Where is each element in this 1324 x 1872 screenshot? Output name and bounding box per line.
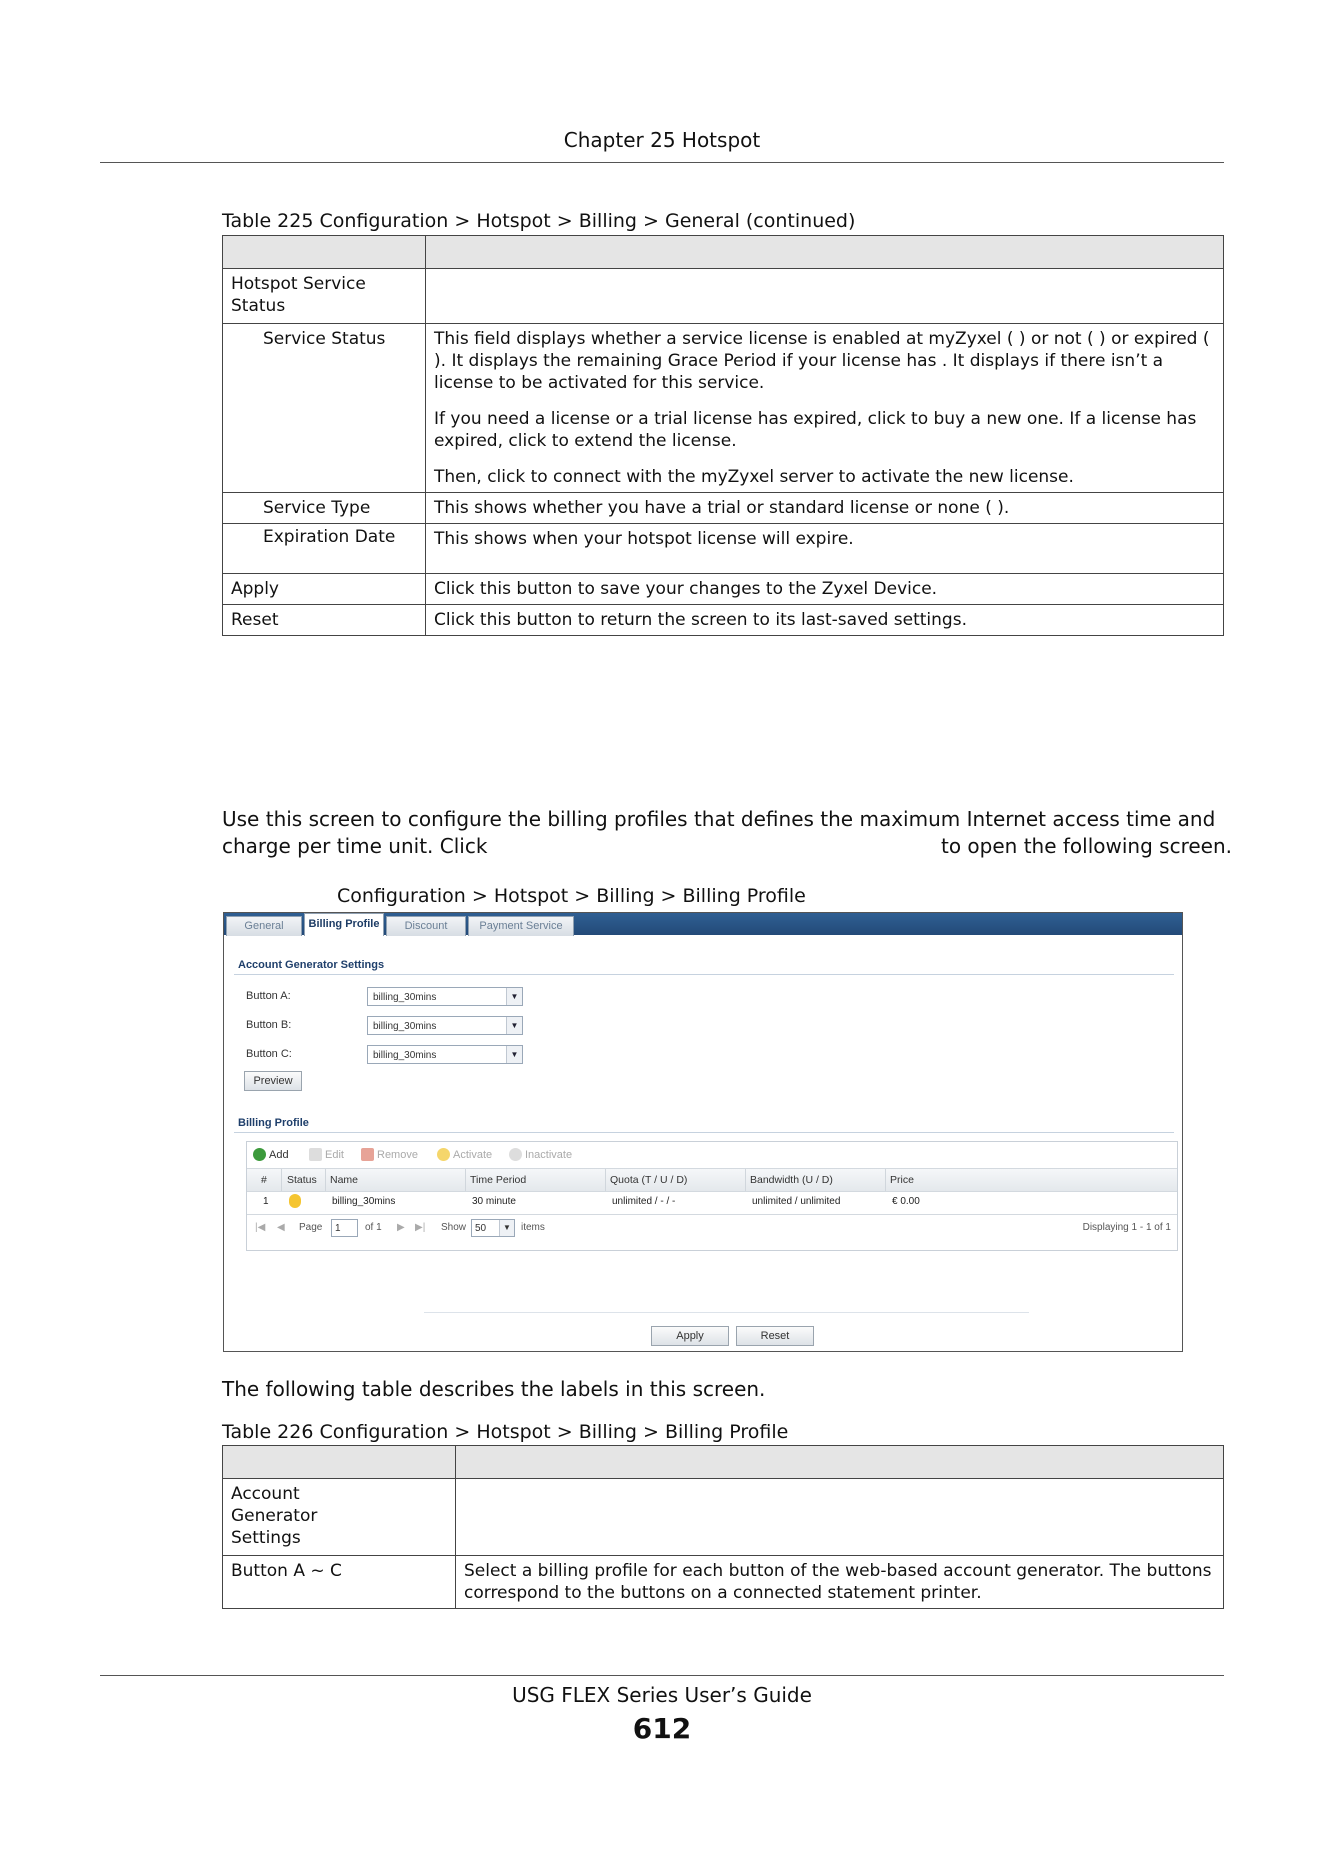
page-size-select[interactable]	[471, 1219, 515, 1237]
table-row	[223, 1479, 1224, 1556]
table-row	[223, 524, 1224, 574]
section-title-account-generator: Account Generator Settings	[238, 959, 385, 971]
row-time-period: 30 minute	[472, 1196, 516, 1207]
preview-button[interactable]: Preview	[244, 1071, 302, 1091]
tab-payment-service[interactable]: Payment Service	[468, 916, 574, 936]
tool-label: Remove	[377, 1149, 418, 1161]
tab-billing-profile[interactable]: Billing Profile	[304, 913, 384, 936]
select-value: 50	[475, 1223, 487, 1234]
desc-paragraph: If you need a license or a trial license has expired, click to buy a new one. If a license has expired, click to extend the license.	[434, 409, 1197, 451]
col-separator	[745, 1169, 746, 1191]
row-desc: This shows when your hotspot license will expire.	[426, 524, 1224, 574]
row-label: Reset	[223, 605, 426, 636]
field-label: Button A:	[246, 990, 291, 1002]
desc-paragraph: This field displays whether a service license is enabled at myZyxel ( ) or not ( ) or expired ( ). It displays the remaining Grace Period if your license has . It displays if there isn’t a license to be activated for this service.	[434, 329, 1210, 393]
col-header: Status	[287, 1174, 317, 1186]
grid-header	[247, 1168, 1177, 1192]
table-row	[223, 574, 1224, 605]
row-price: € 0.00	[892, 1196, 920, 1207]
table-row	[223, 1556, 1224, 1609]
table-header-row	[223, 236, 1224, 269]
figure-caption: Configuration > Hotspot > Billing > Billing Profile	[337, 885, 806, 907]
table-row	[223, 605, 1224, 636]
tab-bar	[224, 913, 1182, 935]
chapter-header: Chapter 25 Hotspot	[563, 128, 761, 152]
row-desc: Click this button to return the screen to its last-saved settings.	[426, 605, 1224, 636]
prev-page-icon[interactable]: ◀	[277, 1222, 285, 1233]
row-label: Service Status	[223, 324, 426, 493]
table-row[interactable]	[247, 1191, 1177, 1213]
select-value: billing_30mins	[373, 1021, 437, 1032]
row-desc	[426, 269, 1224, 324]
tool-label: Add	[269, 1149, 289, 1161]
row-desc: Click this button to save your changes to the Zyxel Device.	[426, 574, 1224, 605]
inactivate-button[interactable]	[509, 1148, 572, 1161]
row-name: billing_30mins	[332, 1196, 396, 1207]
col-separator	[281, 1169, 282, 1191]
billing-profile-grid	[246, 1141, 1178, 1251]
select-value: billing_30mins	[373, 992, 437, 1003]
section-title-billing-profile: Billing Profile	[238, 1117, 309, 1129]
col-separator	[885, 1169, 886, 1191]
col-header: Price	[890, 1174, 914, 1186]
intro-line-end: to open the following screen.	[941, 834, 1232, 858]
row-desc: This shows whether you have a trial or standard license or none ( ).	[426, 493, 1224, 524]
row-number: 1	[263, 1196, 269, 1207]
items-label: items	[521, 1222, 545, 1233]
trash-icon	[361, 1148, 374, 1161]
grid-pager	[247, 1214, 1177, 1241]
row-label: Service Type	[223, 493, 426, 524]
select-value: billing_30mins	[373, 1050, 437, 1061]
button-b-select[interactable]	[367, 1016, 523, 1035]
show-label: Show	[441, 1222, 467, 1233]
section-divider	[234, 974, 1174, 975]
status-lightbulb-icon	[289, 1194, 304, 1208]
chevron-down-icon: ▼	[506, 1046, 522, 1063]
section-divider	[234, 1132, 1174, 1133]
table225-caption: Table 225 Configuration > Hotspot > Billing > General (continued)	[222, 210, 856, 232]
row-quota: unlimited / - / -	[612, 1196, 676, 1207]
next-page-icon[interactable]: ▶	[397, 1222, 405, 1233]
add-icon	[253, 1148, 266, 1161]
row-label: Button A ~ C	[223, 1556, 456, 1609]
following-text: The following table describes the labels in this screen.	[222, 1377, 766, 1401]
col-separator	[465, 1169, 466, 1191]
row-desc	[456, 1479, 1224, 1556]
table226-caption: Table 226 Configuration > Hotspot > Billing > Billing Profile	[222, 1421, 789, 1443]
row-label: Hotspot Service Status	[223, 269, 426, 324]
row-label: Account Generator Settings	[223, 1479, 456, 1556]
chevron-down-icon: ▼	[506, 988, 522, 1005]
table226	[222, 1445, 1224, 1609]
edit-icon	[309, 1148, 322, 1161]
tool-label: Inactivate	[525, 1149, 573, 1161]
row-label: Expiration Date	[223, 524, 426, 574]
row-bandwidth: unlimited / unlimited	[752, 1196, 841, 1207]
button-a-select[interactable]	[367, 987, 523, 1006]
row-desc	[426, 324, 1224, 493]
tab-general[interactable]: General	[226, 916, 302, 936]
footer-rule	[100, 1675, 1224, 1676]
col-header: Name	[330, 1174, 359, 1186]
lightbulb-icon	[437, 1148, 450, 1161]
intro-line	[222, 833, 1232, 860]
table-row	[223, 324, 1224, 493]
col-separator	[325, 1169, 326, 1191]
page-of-label: of 1	[365, 1222, 382, 1233]
row-label: Apply	[223, 574, 426, 605]
last-page-icon[interactable]: ▶|	[415, 1222, 426, 1233]
intro-text	[222, 806, 1232, 860]
field-label: Button C:	[246, 1048, 292, 1060]
billing-profile-screenshot	[223, 912, 1183, 1352]
displaying-label: Displaying 1 - 1 of 1	[1082, 1222, 1171, 1233]
add-button[interactable]	[253, 1148, 289, 1161]
col-header: Bandwidth (U / D)	[750, 1174, 833, 1186]
edit-button[interactable]	[309, 1148, 344, 1161]
intro-line-start: charge per time unit. Click	[222, 834, 488, 858]
button-c-select[interactable]	[367, 1045, 523, 1064]
header-rule	[100, 162, 1224, 163]
tool-label: Activate	[453, 1149, 493, 1161]
table-header-row	[223, 1446, 1224, 1479]
tool-label: Edit	[325, 1149, 344, 1161]
button-divider	[424, 1312, 1029, 1313]
reset-button[interactable]: Reset	[736, 1326, 814, 1346]
remove-button[interactable]	[361, 1148, 418, 1161]
chevron-down-icon: ▼	[506, 1017, 522, 1034]
grid-toolbar	[247, 1142, 1177, 1168]
col-separator	[605, 1169, 606, 1191]
first-page-icon[interactable]: |◀	[255, 1222, 266, 1233]
desc-paragraph: Then, click to connect with the myZyxel server to activate the new license.	[434, 467, 1074, 487]
intro-line: Use this screen to configure the billing profiles that defines the maximum Internet access time and	[222, 807, 1216, 831]
col-header: Quota (T / U / D)	[610, 1174, 688, 1186]
row-desc: Select a billing profile for each button of the web-based account generator. The buttons correspond to the buttons on a connected statement printer.	[456, 1556, 1224, 1609]
footer-title: USG FLEX Series User’s Guide	[512, 1683, 812, 1707]
table-row	[223, 493, 1224, 524]
col-header: Time Period	[470, 1174, 527, 1186]
activate-button[interactable]	[437, 1148, 492, 1161]
page-label: Page	[299, 1222, 323, 1233]
page-input[interactable]: 1	[331, 1219, 358, 1237]
apply-button[interactable]: Apply	[651, 1326, 729, 1346]
tab-discount[interactable]: Discount	[386, 916, 466, 936]
chevron-down-icon: ▼	[499, 1220, 514, 1236]
page-number: 612	[632, 1712, 692, 1745]
lightbulb-off-icon	[509, 1148, 522, 1161]
col-header: #	[261, 1174, 267, 1186]
table-row	[223, 269, 1224, 324]
field-label: Button B:	[246, 1019, 292, 1031]
table225	[222, 235, 1224, 636]
